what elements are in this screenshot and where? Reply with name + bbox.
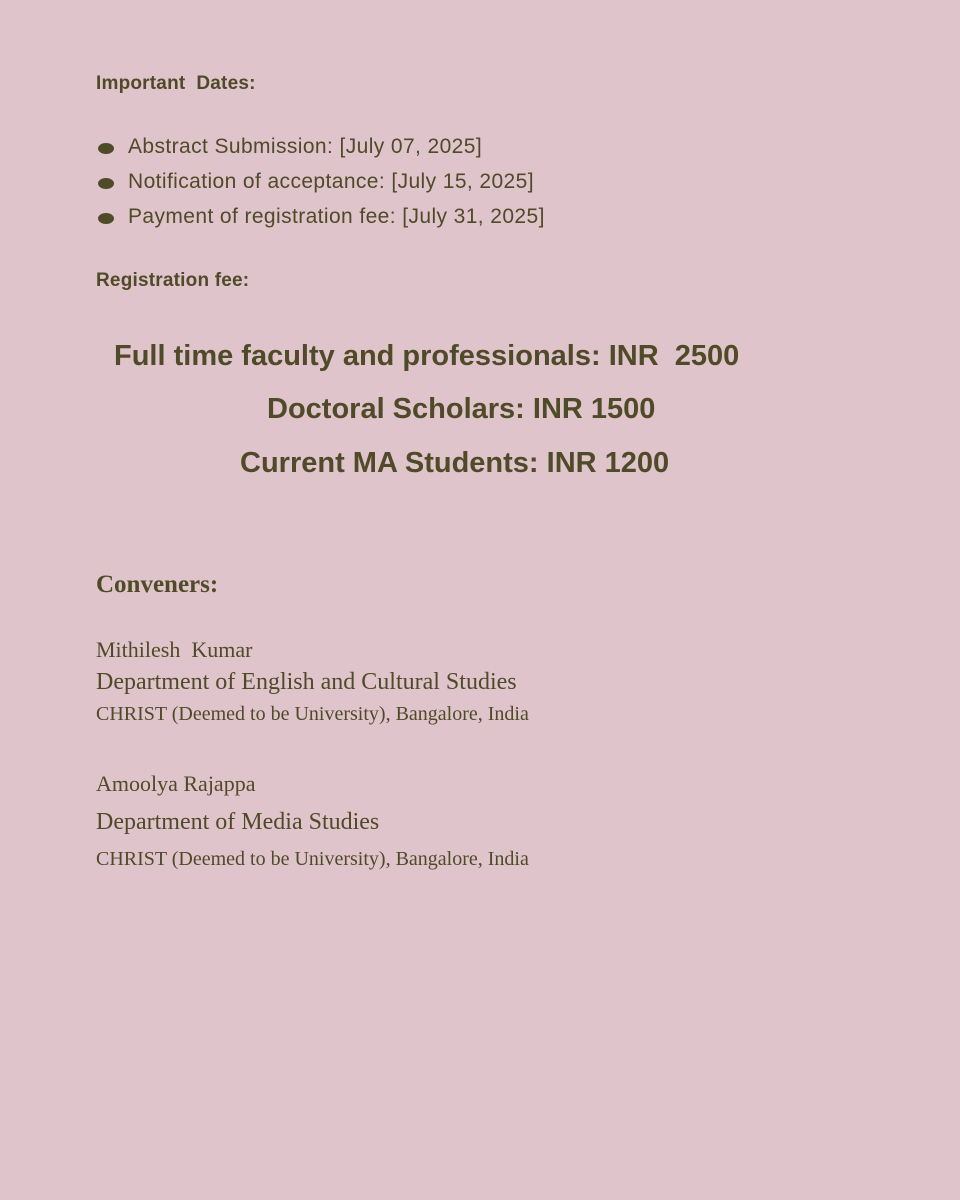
convener-institution: CHRIST (Deemed to be University), Bangalore, India	[96, 703, 529, 725]
bullet-icon	[98, 213, 114, 224]
date-item-payment: Payment of registration fee: [July 31, 2025]	[128, 205, 545, 228]
convener-department: Department of Media Studies	[96, 809, 380, 835]
conveners-heading: Conveners:	[96, 571, 219, 598]
fee-ma-students: Current MA Students: INR 1200	[240, 447, 670, 479]
convener-name: Amoolya Rajappa	[96, 771, 256, 796]
convener-institution: CHRIST (Deemed to be University), Bangalore, India	[96, 848, 529, 870]
date-item-notification: Notification of acceptance: [July 15, 2025]	[128, 170, 534, 193]
important-dates-heading: Important Dates:	[96, 73, 256, 94]
registration-fee-heading: Registration fee:	[96, 270, 250, 291]
bullet-icon	[98, 143, 114, 154]
fee-faculty-professionals: Full time faculty and professionals: INR 2500	[114, 340, 740, 372]
date-item-abstract-submission: Abstract Submission: [July 07, 2025]	[128, 135, 483, 158]
bullet-icon	[98, 178, 114, 189]
fee-doctoral-scholars: Doctoral Scholars: INR 1500	[267, 393, 656, 425]
convener-department: Department of English and Cultural Studies	[96, 669, 517, 695]
convener-name: Mithilesh Kumar	[96, 637, 253, 662]
